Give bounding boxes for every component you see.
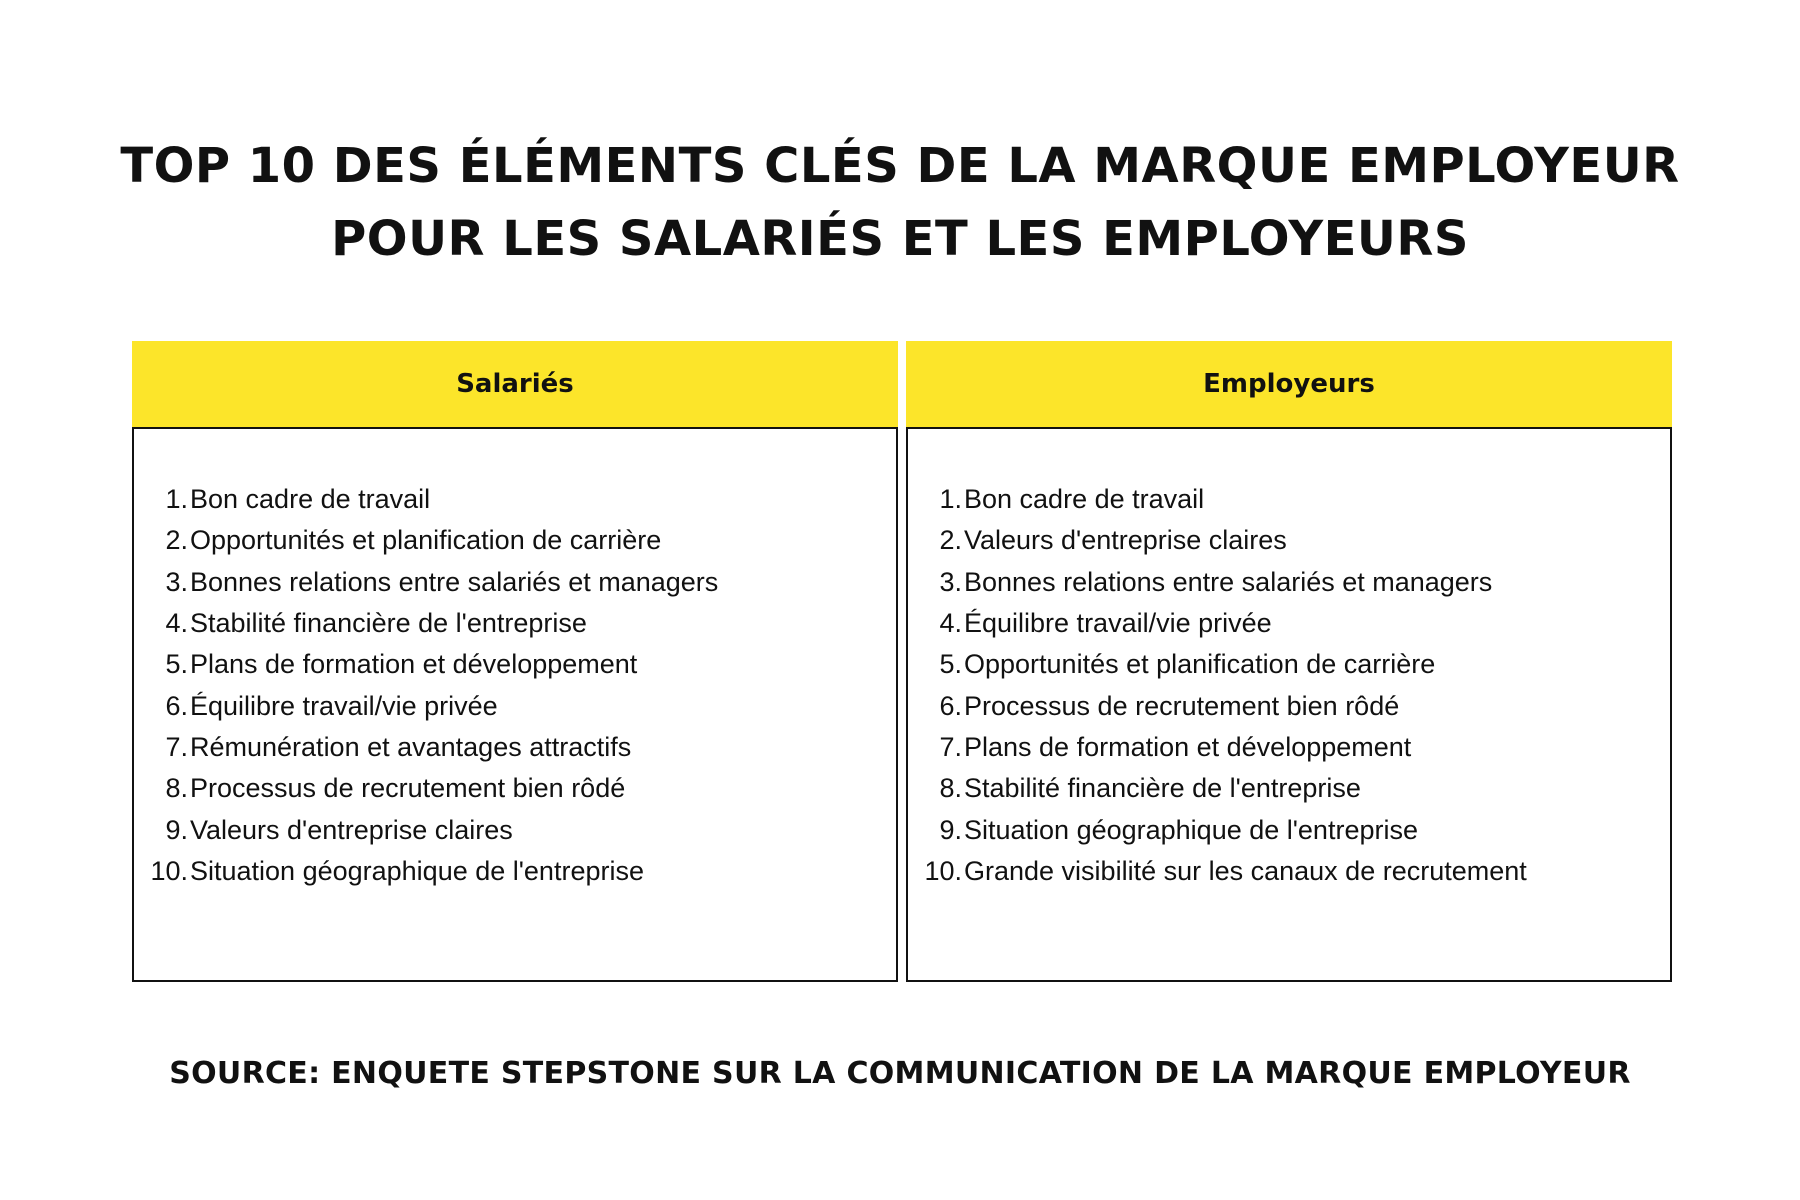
list-item	[134, 768, 896, 809]
list-item	[908, 479, 1670, 520]
item-number: 9.	[165, 814, 188, 845]
item-number: 5.	[939, 649, 962, 680]
list-item	[134, 644, 896, 685]
list-item	[134, 809, 896, 850]
list-item	[908, 644, 1670, 685]
item-text: Opportunités et planification de carrière	[190, 525, 662, 556]
item-number: 2.	[165, 525, 188, 556]
page-title-line-1: TOP 10 DES ÉLÉMENTS CLÉS DE LA MARQUE EMPLOYEUR	[120, 138, 1680, 194]
item-text: Situation géographique de l'entreprise	[964, 814, 1418, 845]
item-text: Stabilité financière de l'entreprise	[190, 608, 587, 639]
item-text: Valeurs d'entreprise claires	[964, 525, 1287, 556]
item-number: 6.	[165, 690, 188, 721]
column-header-salaries: Salariés	[132, 341, 898, 427]
item-text: Processus de recrutement bien rôdé	[964, 690, 1400, 721]
column-salaries	[132, 341, 898, 982]
item-text: Opportunités et planification de carrière	[964, 649, 1436, 680]
list-item	[908, 809, 1670, 850]
item-text: Plans de formation et développement	[190, 649, 638, 680]
item-text: Situation géographique de l'entreprise	[190, 855, 644, 886]
item-number: 7.	[939, 731, 962, 762]
item-text: Rémunération et avantages attractifs	[190, 731, 632, 762]
column-body-salaries	[132, 427, 898, 982]
page-title-line-2: POUR LES SALARIÉS ET LES EMPLOYEURS	[331, 211, 1469, 267]
item-text: Processus de recrutement bien rôdé	[190, 773, 626, 804]
list-item	[134, 685, 896, 726]
column-header-employeurs: Employeurs	[906, 341, 1672, 427]
item-number: 1.	[939, 484, 962, 515]
item-number: 10.	[150, 855, 188, 886]
page-title	[0, 130, 1800, 276]
item-number: 3.	[939, 566, 962, 597]
ranked-list-employeurs	[908, 479, 1670, 892]
item-number: 10.	[924, 855, 962, 886]
list-item	[134, 520, 896, 561]
item-text: Équilibre travail/vie privée	[190, 690, 498, 721]
column-employeurs	[906, 341, 1672, 982]
item-text: Bon cadre de travail	[190, 484, 431, 515]
item-number: 3.	[165, 566, 188, 597]
list-item	[908, 851, 1670, 892]
list-item	[908, 685, 1670, 726]
item-number: 5.	[165, 649, 188, 680]
item-text: Plans de formation et développement	[964, 731, 1412, 762]
list-item	[908, 520, 1670, 561]
item-number: 4.	[165, 608, 188, 639]
list-item	[134, 851, 896, 892]
list-item	[908, 562, 1670, 603]
list-item	[134, 727, 896, 768]
item-number: 8.	[165, 773, 188, 804]
item-text: Grande visibilité sur les canaux de recrutement	[964, 855, 1527, 886]
ranked-list-salaries	[134, 479, 896, 892]
list-item	[908, 603, 1670, 644]
item-text: Bon cadre de travail	[964, 484, 1205, 515]
source-note: SOURCE: ENQUETE STEPSTONE SUR LA COMMUNICATION DE LA MARQUE EMPLOYEUR	[169, 1056, 1631, 1091]
item-text: Équilibre travail/vie privée	[964, 608, 1272, 639]
list-item	[134, 479, 896, 520]
list-item	[908, 768, 1670, 809]
item-text: Valeurs d'entreprise claires	[190, 814, 513, 845]
item-number: 4.	[939, 608, 962, 639]
item-text: Stabilité financière de l'entreprise	[964, 773, 1361, 804]
item-text: Bonnes relations entre salariés et managers	[964, 566, 1493, 597]
list-item	[134, 603, 896, 644]
list-item	[134, 562, 896, 603]
list-item	[908, 727, 1670, 768]
item-number: 6.	[939, 690, 962, 721]
column-body-employeurs	[906, 427, 1672, 982]
item-number: 8.	[939, 773, 962, 804]
item-number: 2.	[939, 525, 962, 556]
item-number: 7.	[165, 731, 188, 762]
item-number: 9.	[939, 814, 962, 845]
item-text: Bonnes relations entre salariés et managers	[190, 566, 719, 597]
item-number: 1.	[165, 484, 188, 515]
